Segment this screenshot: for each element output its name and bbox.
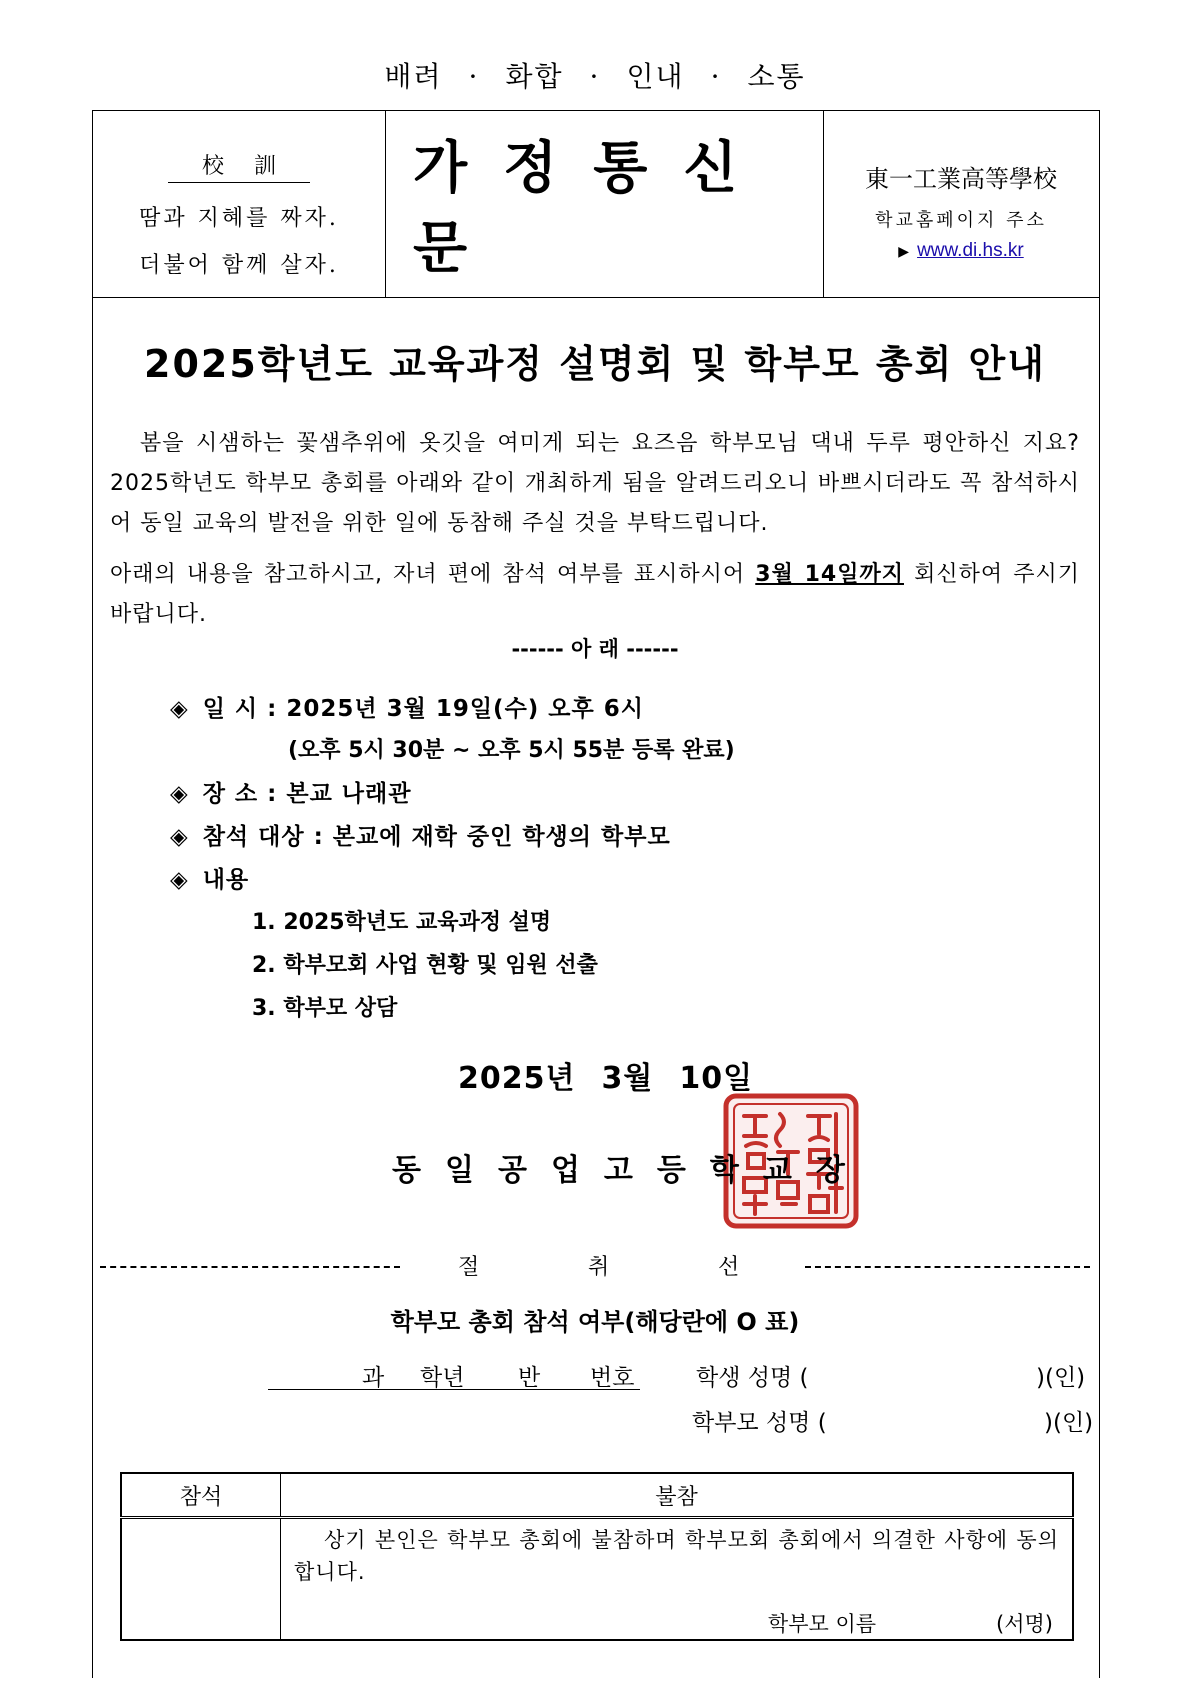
value-2: 화합	[505, 60, 564, 93]
field-department: 과	[362, 1365, 385, 1391]
parent-sign-line	[282, 1588, 1071, 1638]
detail-place	[170, 775, 411, 808]
field-grade: 학년	[420, 1365, 465, 1391]
separator: ·	[468, 60, 480, 93]
homepage-label: 학교홈페이지 주소	[875, 210, 1047, 231]
diamond-bullet-icon: ◈	[170, 867, 189, 893]
arrow-right-icon: ▶	[898, 243, 910, 259]
header-row	[93, 111, 1099, 298]
school-name: 東一工業高等學校	[865, 165, 1057, 193]
field-number: 번호	[590, 1365, 635, 1391]
issue-month: 3월	[601, 1061, 654, 1096]
school-values	[0, 55, 1190, 95]
value-4: 소통	[747, 60, 806, 93]
issue-date	[458, 1053, 753, 1097]
cutoff-char-1: 절	[458, 1255, 480, 1280]
diamond-bullet-icon: ◈	[170, 824, 189, 850]
school-cell	[823, 111, 1099, 297]
cutoff-dash-left	[100, 1266, 400, 1268]
content-item-3: 3. 학부모 상담	[252, 996, 398, 1021]
content-item-1: 1. 2025학년도 교육과정 설명	[252, 910, 552, 935]
cutoff-char-3: 선	[718, 1255, 740, 1280]
field-class: 반	[518, 1365, 541, 1391]
below-marker: ------ 아 래 ------	[511, 637, 679, 661]
absent-notice: 상기 본인은 학부모 총회에 불참하며 학부모회 총회에서 의결한 사항에 동의합니다.	[294, 1528, 1059, 1584]
cutoff-char-2: 취	[588, 1255, 610, 1280]
value-1: 배려	[384, 60, 443, 93]
reply-deadline: 3월 14일까지	[755, 562, 904, 587]
absent-cell[interactable]	[281, 1518, 1074, 1641]
homepage-link[interactable]: www.di.hs.kr	[917, 240, 1024, 261]
request-paragraph	[110, 555, 1080, 635]
diamond-bullet-icon: ◈	[170, 781, 189, 807]
title-cell	[385, 111, 824, 297]
detail-content	[170, 861, 249, 894]
value-3: 인내	[626, 60, 685, 93]
motto-cell	[93, 111, 386, 297]
motto-label: 校訓	[168, 149, 310, 183]
detail-audience	[170, 818, 671, 851]
detail-datetime	[170, 690, 644, 723]
notice-title: 2025학년도 교육과정 설명회 및 학부모 총회 안내	[144, 342, 1046, 386]
separator: ·	[710, 60, 722, 93]
parent-name-label: 학부모 성명 (	[692, 1410, 827, 1436]
newsletter-title: 가정통신문	[413, 135, 774, 281]
absent-header: 불참	[281, 1473, 1074, 1518]
diamond-bullet-icon: ◈	[170, 696, 189, 722]
audience-text: 참석 대상 : 본교에 재학 중인 학생의 학부모	[202, 824, 671, 850]
student-seal-mark: )(인)	[1036, 1365, 1086, 1391]
attend-header: 참석	[121, 1473, 281, 1518]
parent-sign-label: 학부모 이름	[767, 1612, 877, 1636]
principal-name: 동일공업고등학교장	[392, 1153, 869, 1188]
issue-year: 2025년	[458, 1061, 576, 1096]
reply-title: 학부모 총회 참석 여부(해당란에 O 표)	[390, 1308, 800, 1336]
registration-time: (오후 5시 30분 ~ 오후 5시 55분 등록 완료)	[288, 738, 735, 763]
separator: ·	[589, 60, 601, 93]
request-text-2: 회신하여 주시기 바랍니다.	[110, 562, 1080, 627]
content-label: 내용	[202, 867, 250, 893]
cutoff-dash-right	[805, 1266, 1090, 1268]
request-text-1: 아래의 내용을 참고하시고, 자녀 편에 참석 여부를 표시하시어	[110, 562, 756, 587]
intro-paragraph: 봄을 시샘하는 꽃샘추위에 옷깃을 여미게 되는 요즈음 학부모님 댁내 두루 평안하신 지요? 2025학년도 학부모 총회를 아래와 같이 개최하게 됨을 알려드리오니 바쁘시더라도 꼭 참석하시어 동일 교육의 발전을 위한 일에 동참해 주실 것을 부탁드립니다.	[110, 431, 1080, 536]
issue-day: 10일	[679, 1061, 754, 1096]
content-item-2: 2. 학부모회 사업 현황 및 임원 선출	[252, 953, 598, 978]
attend-cell[interactable]	[121, 1518, 281, 1641]
motto-line-2: 더불어 함께 살자.	[139, 253, 339, 278]
motto-line-1: 땀과 지혜를 짜자.	[139, 206, 339, 231]
datetime-text: 일 시 : 2025년 3월 19일(수) 오후 6시	[202, 696, 644, 722]
student-name-label: 학생 성명 (	[696, 1365, 809, 1391]
attendance-table	[120, 1472, 1074, 1641]
sign-suffix: (서명)	[996, 1612, 1053, 1636]
parent-seal-mark: )(인)	[1044, 1410, 1094, 1436]
place-text: 장 소 : 본교 나래관	[202, 781, 412, 807]
homepage-line	[823, 240, 1099, 262]
